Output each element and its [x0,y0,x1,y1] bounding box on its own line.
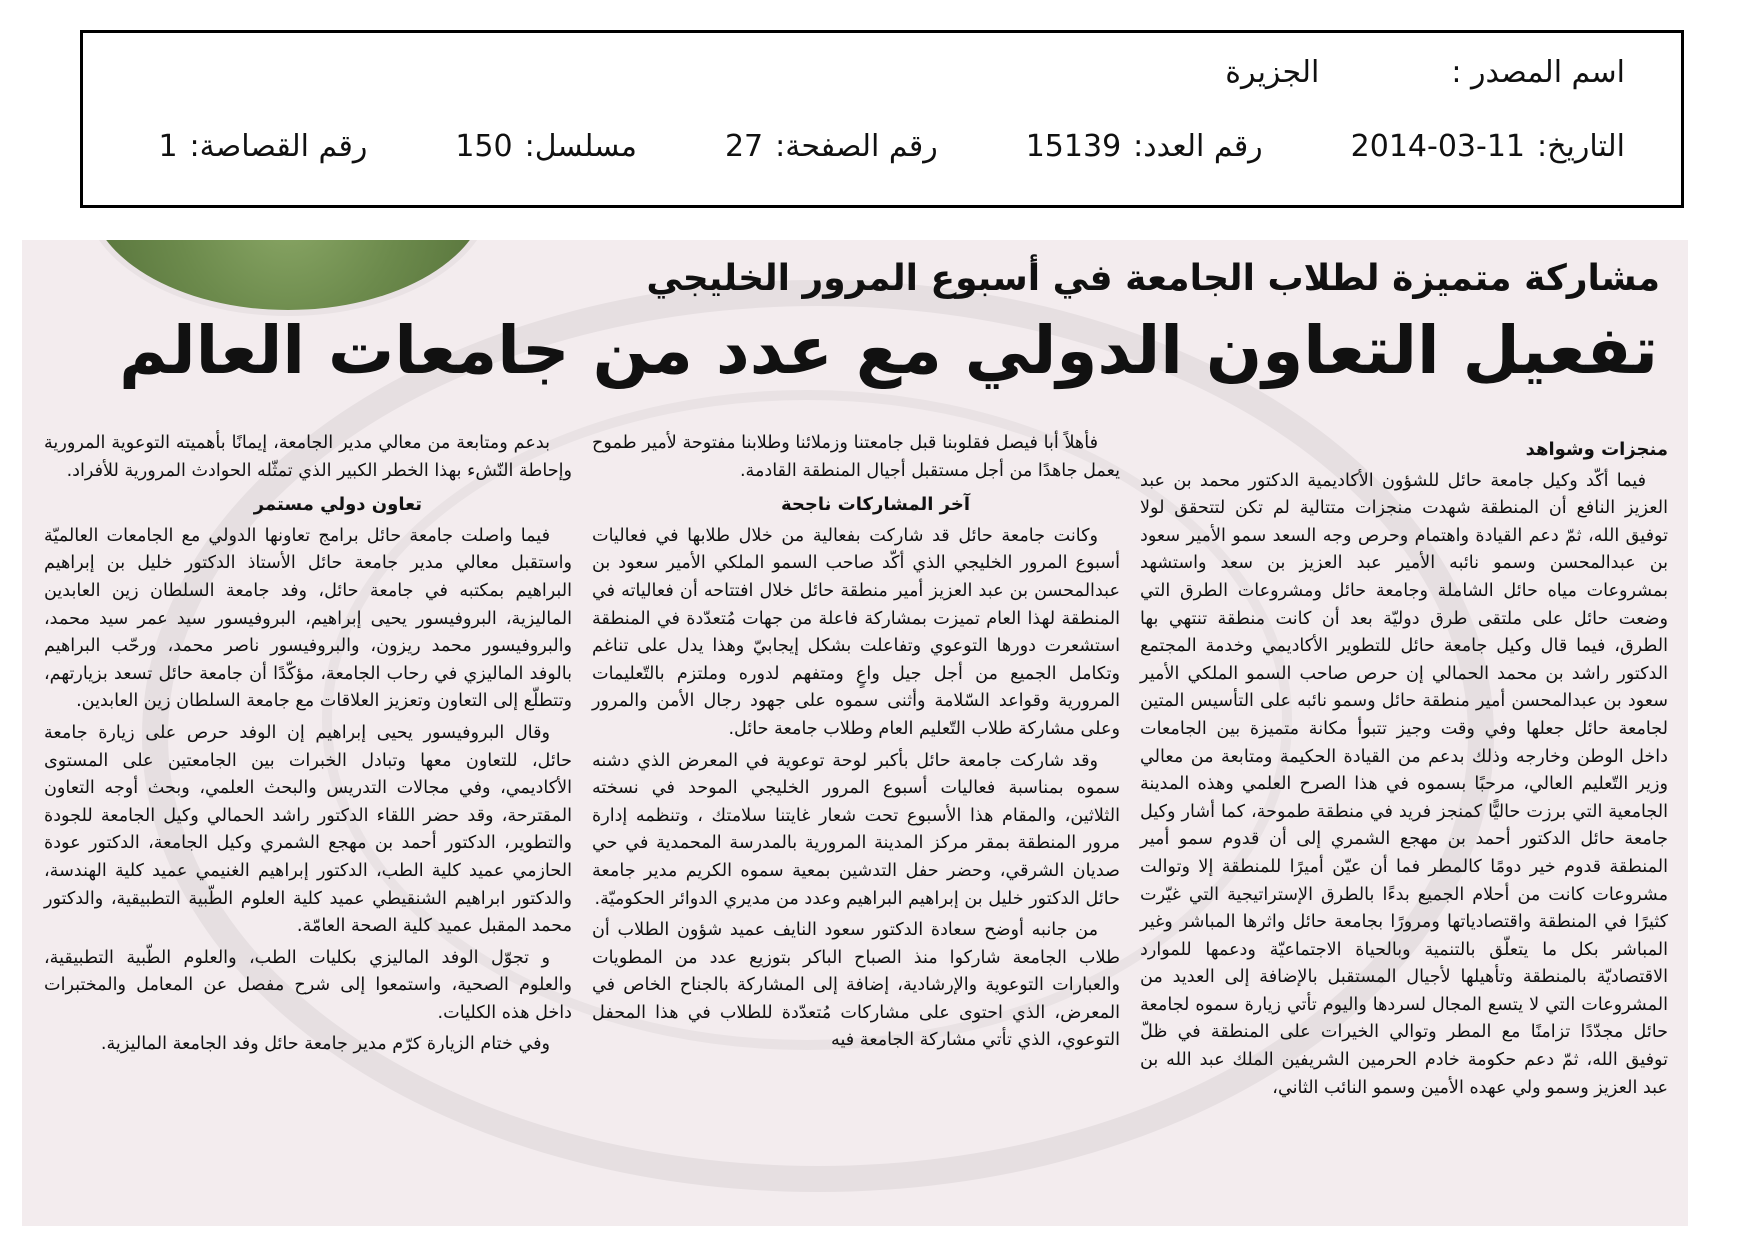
issue-label: رقم العدد: [1133,129,1263,164]
paragraph: بدعم ومتابعة من معالي مدير الجامعة، إيمانًا بأهميته التوعوية المرورية وإحاطة النّشء بهذا الخطر الكبير الذي تمثّله الحوادث المرورية للأفراد. [44,433,572,481]
article-column-1 [1140,430,1668,1106]
date-label: التاريخ: [1537,129,1625,164]
source-info-box [80,30,1684,208]
paragraph: و تجوّل الوفد الماليزي بكليات الطب، والعلوم الطّبية التطبيقية، والعلوم الصحية، واستمعوا إلى شرح مفصل عن المعامل والمختبرات داخل هذه الكليات. [44,947,572,1023]
serial-label: مسلسل: [524,129,637,164]
article-photo [82,240,494,316]
clip-label: رقم القصاصة: [189,129,368,164]
date-value: 2014-03-11 [1350,129,1526,164]
issue-value: 15139 [1025,129,1122,164]
paragraph: وفي ختام الزيارة كرّم مدير جامعة حائل وفد الجامعة الماليزية. [100,1034,550,1055]
source-value: الجزيرة [1225,55,1320,90]
paragraph: فأهلاً أبا فيصل فقلوبنا قبل جامعتنا وزملائنا وطلابنا مفتوحة لأمير طموح يعمل جاهدًا من أجل مستقبل أجيال المنطقة القادمة. [592,433,1120,481]
paragraph: وكانت جامعة حائل قد شاركت بفعالية من خلال طلابها في فعاليات أسبوع المرور الخليجي الذي أكّد صاحب السمو الملكي الأمير سعود بن عبدالمحسن بن عبد العزيز أمير منطقة حائل خلال افتتاحه أن فعالياته في المنطقة لهذا العام تميزت بمشاركة فاعلة من جهات مُتعدّدة في المنطقة استشعرت دورها التوعوي وتفاعلت بشكل إيجابيّ وهذا يدل على تناغم وتكامل الجميع من أجل جيل واعٍ ومتفهم لدوره وملتزم بالتّعليمات المرورية وقواعد السّلامة وأثنى سموه على جهود رجال الأمن والمرور وعلى مشاركة طلاب التّعليم العام وطلاب جامعة حائل. [592,525,1120,739]
source-label: اسم المصدر : [1451,55,1625,90]
clip-value: 1 [158,129,178,164]
article-column-2 [592,430,1120,1059]
page-label: رقم الصفحة: [775,129,938,164]
paragraph: فيما واصلت جامعة حائل برامج تعاونها الدولي مع الجامعات العالميّة واستقبل معالي مدير جامعة حائل الأستاذ الدكتور خليل بن إبراهيم البراهيم بمكتبه في جامعة حائل، وفد جامعة السلطان زين العابدين الماليزية، البروفيسور يحيى إبراهيم، البروفيسور سيد عمر سيد محمد، والبروفيسور محمد ريزون، والبروفيسور ناصر محمد، ورحّب البراهيم بالوفد الماليزي في رحاب الجامعة، مؤكّدًا أن جامعة حائل تسعد بزيارتهم، وتتطلّع إلى التعاون وتعزيز العلاقات مع جامعة السلطان زين العابدين. [44,525,572,712]
source-row [1225,55,1625,90]
section-heading: آخر المشاركات ناجحة [781,494,970,516]
section-heading: تعاون دولي مستمر [253,494,422,516]
paragraph: فيما أكّد وكيل جامعة حائل للشؤون الأكاديمية الدكتور محمد بن عبد العزيز النافع أن المنطقة شهدت منجزات متتالية لم تكن لتتحقق لولا توفيق الله، ثمّ دعم القيادة واهتمام وحرص وجه السعد سمو الأمير سعود بن عبدالمحسن وسمو نائبه الأمير عبد العزيز بن سعد واستشهد بمشروعات مياه حائل الشاملة وجامعة حائل ومشروعات الطرق التي وضعت حائل على ملتقى طرق دوليّة بعد أن كانت منطقة تنتهي بها الطرق، فيما قال وكيل جامعة حائل للتطوير الأكاديمي وخدمة المجتمع الدكتور راشد بن محمد الحمالي إن حرص صاحب السمو الملكي الأمير سعود بن عبدالمحسن أمير منطقة حائل وسمو نائبه على التأسيس المتين لجامعة حائل جعلها وفي وقت وجيز تتبوأ مكانة متميزة بين الجامعات داخل الوطن وخارجه وذلك بدعم من القيادة الحكيمة ومتابعة من معالي وزير التّعليم العالي، مرحبًا بسموه في هذا الصرح العلمي وهذه المدينة الجامعية التي برزت حاليًّا كمنجز فريد في منطقة طموحة، كما أشار وكيل جامعة حائل الدكتور أحمد بن مهجع الشمري إلى أن قدوم سمو أمير المنطقة قدوم خير دومًا كالمطر فما أن عيّن أميرًا للمنطقة إلا وتوالت مشروعات كانت من أحلام الجميع بدءًا بالطرق الإستراتيجية التي غيّرت كثيرًا في المنطقة واقتصادياتها ومرورًا بجامعة حائل واثرها المباشر وغير المباشر بكل ما يتعلّق بالتنمية وبالحياة الاجتماعيّة ودعمها للموارد الاقتصاديّة بالمنطقة وتأهيلها لأجيال المستقبل بالإضافة إلى العديد من المشروعات التي لا يتسع المجال لسردها واليوم تأتي زيارة سموه لجامعة حائل مجدّدًا تزامنًا مع المطر وتوالي الخيرات على المنطقة في ظلّ توفيق الله، ثمّ دعم حكومة خادم الحرمين الشريفين الملك عبد الله بن عبد العزيز وسمو ولي عهده الأمين وسمو النائب الثاني، [1140,470,1668,1098]
article-headline: تفعيل التعاون الدولي مع عدد من جامعات العالم [119,312,1658,389]
article-kicker: مشاركة متميزة لطلاب الجامعة في أسبوع المرور الخليجي [646,258,1660,299]
newspaper-clipping [22,240,1688,1226]
paragraph: وقد شاركت جامعة حائل بأكبر لوحة توعوية في المعرض الذي دشنه سموه بمناسبة فعاليات أسبوع المرور الخليجي الموحد في نسخته الثلاثين، والمقام هذا الأسبوع تحت شعار غايتنا سلامتك ، وتنظمه إدارة مرور المنطقة بمقر مركز المدينة المرورية بالمدرسة المحمدية في حي صديان الشرقي، وحضر حفل التدشين بمعية سموه الكريم مدير جامعة حائل الدكتور خليل بن إبراهيم البراهيم وعدد من مديري الدوائر الحكوميّة. [592,750,1120,909]
section-heading: منجزات وشواهد [1525,439,1668,460]
page-value: 27 [724,129,764,164]
serial-value: 150 [455,129,513,164]
paragraph: من جانبه أوضح سعادة الدكتور سعود النايف عميد شؤون الطلاب أن طلاب الجامعة شاركوا منذ الصباح الباكر بتوزيع عدد من المطويات والعبارات التوعوية والإرشادية، إضافة إلى المشاركة بالجناح الخاص في المعرض، الذي احتوى على مشاركات مُتعدّدة للطلاب في هذا المحفل التوعوي، الذي تأتي مشاركة الجامعة فيه [592,920,1120,1051]
article-column-3 [44,430,572,1063]
issue-row [158,129,1625,164]
paragraph: وقال البروفيسور يحيى إبراهيم إن الوفد حرص على زيارة جامعة حائل، للتعاون معها وتبادل الخبرات بين الجامعتين على المستوى الأكاديمي، وفي مجالات التدريس والبحث العلمي، وبحث أوجه التعاون المقترحة، وقد حضر اللقاء الدكتور راشد الحمالي وكيل الجامعة للجودة والتطوير، الدكتور أحمد بن مهجع الشمري وكيل الجامعة، الدكتور عودة الحازمي عميد كلية الطب، الدكتور إبراهيم الغنيمي عميد كلية الهندسة، والدكتور ابراهيم الشنقيطي عميد كلية العلوم الطّبية التطبيقية، والدكتور محمد المقبل عميد كلية الصحة العامّة. [44,722,572,937]
